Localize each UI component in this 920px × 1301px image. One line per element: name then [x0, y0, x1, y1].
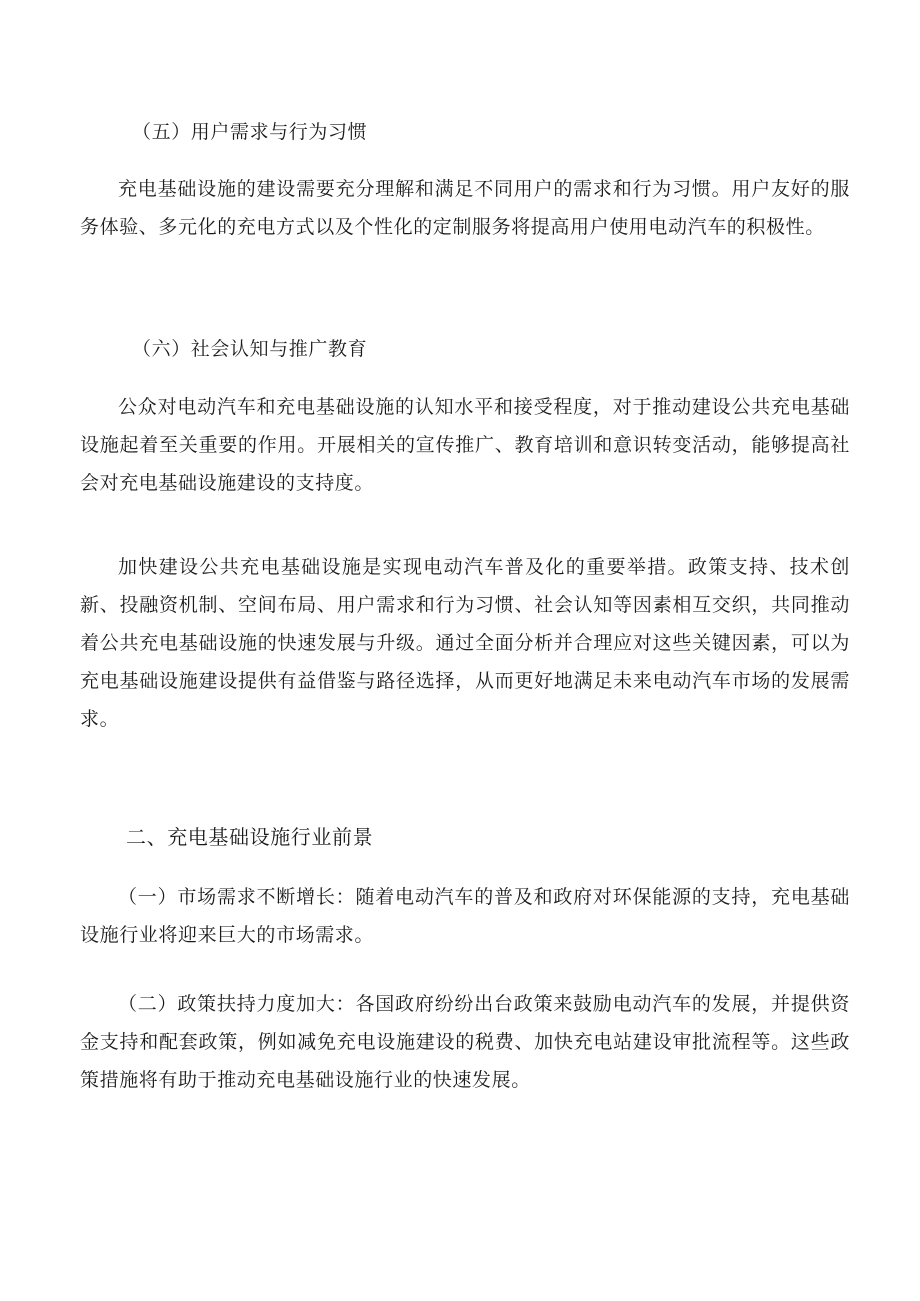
- section-heading-social-awareness: （六）社会认知与推广教育: [132, 338, 368, 360]
- section-heading-user-demand: （五）用户需求与行为习惯: [132, 121, 368, 143]
- paragraph-market-demand: （一）市场需求不断增长：随着电动汽车的普及和政府对环保能源的支持，充电基础设施行业将迎来巨大的市场需求。: [80, 886, 850, 946]
- paragraph-summary: 加快建设公共充电基础设施是实现电动汽车普及化的重要举措。政策支持、技术创新、投融资机制、空间布局、用户需求和行为习惯、社会认知等因素相互交织，共同推动着公共充电基础设施的快速发展与升级。通过全面分析并合理应对这些关键因素，可以为充电基础设施建设提供有益借鉴与路径选择，从而更好地满足未来电动汽车市场的发展需求。: [80, 556, 850, 730]
- paragraph-user-demand: 充电基础设施的建设需要充分理解和满足不同用户的需求和行为习惯。用户友好的服务体验、多元化的充电方式以及个性化的定制服务将提高用户使用电动汽车的积极性。: [80, 178, 850, 238]
- chapter-heading-industry-outlook: 二、充电基础设施行业前景: [126, 825, 374, 849]
- paragraph-social-awareness: 公众对电动汽车和充电基础设施的认知水平和接受程度，对于推动建设公共充电基础设施起着至关重要的作用。开展相关的宣传推广、教育培训和意识转变活动，能够提高社会对充电基础设施建设的支持度。: [80, 396, 850, 494]
- paragraph-policy-support: （二）政策扶持力度加大：各国政府纷纷出台政策来鼓励电动汽车的发展，并提供资金支持和配套政策，例如减免充电设施建设的税费、加快充电站建设审批流程等。这些政策措施将有助于推动充电基础设施行业的快速发展。: [80, 993, 850, 1091]
